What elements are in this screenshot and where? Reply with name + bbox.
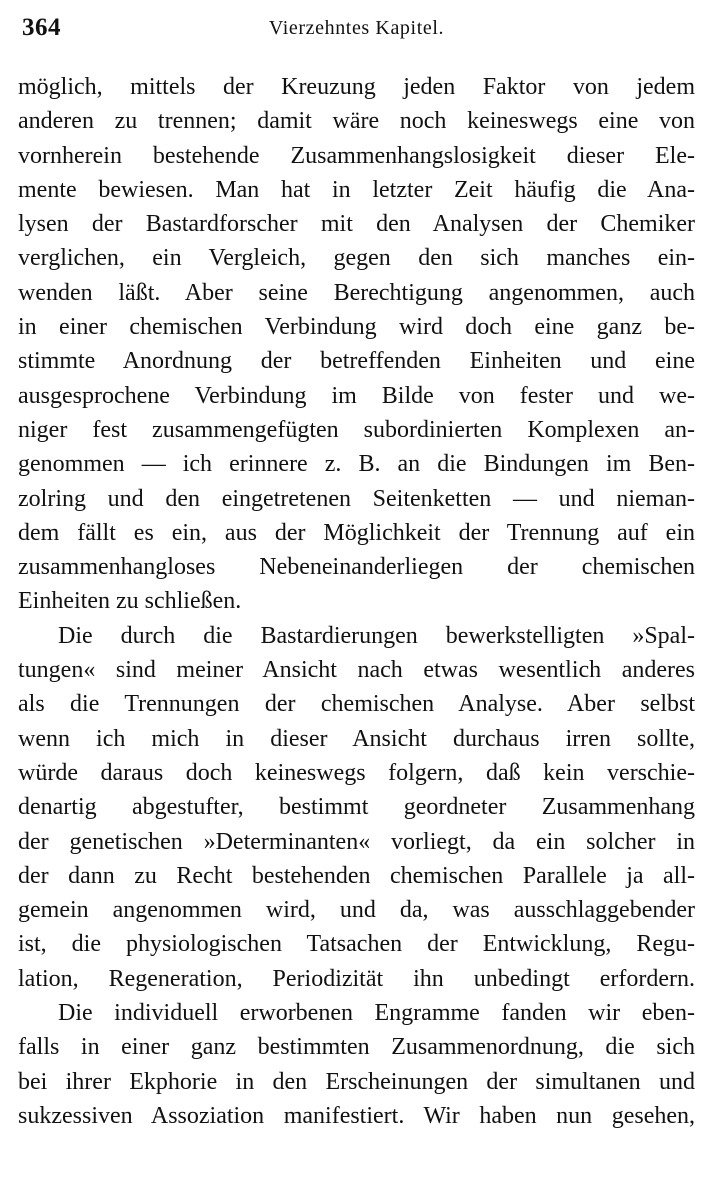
text-line: falls in einer ganz bestimmten Zusammenordnung, die sich bbox=[18, 1034, 695, 1061]
text-line: denartig abgestufter, bestimmt geordneter Zusammenhang bbox=[18, 794, 695, 821]
text-line: anderen zu trennen; damit wäre noch keineswegs eine von bbox=[18, 108, 695, 135]
text-line: niger fest zusammengefügten subordinierten Komplexen an- bbox=[18, 416, 695, 443]
text-line: bei ihrer Ekphorie in den Erscheinungen der simultanen und bbox=[18, 1068, 695, 1095]
text-line: sukzessiven Assoziation manifestiert. Wir haben nun gesehen, bbox=[18, 1102, 695, 1129]
text-line: wenden läßt. Aber seine Berechtigung angenommen, auch bbox=[18, 279, 695, 306]
text-line: zolring und den eingetretenen Seitenketten — und nieman- bbox=[18, 485, 695, 512]
text-line: der dann zu Recht bestehenden chemischen Parallele ja all- bbox=[18, 862, 695, 889]
body-text bbox=[18, 70, 695, 1133]
text-line: dem fällt es ein, aus der Möglichkeit der Trennung auf ein bbox=[18, 519, 695, 546]
text-line: gemein angenommen wird, und da, was ausschlaggebender bbox=[18, 897, 695, 924]
text-line: Einheiten zu schließen. bbox=[18, 588, 242, 615]
text-line: zusammenhangloses Nebeneinanderliegen der chemischen bbox=[18, 554, 695, 581]
text-line: lation, Regeneration, Periodizität ihn unbedingt erfordern. bbox=[18, 965, 695, 992]
text-line: Die individuell erworbenen Engramme fanden wir eben- bbox=[58, 1000, 695, 1027]
page-number: 364 bbox=[22, 14, 61, 41]
text-line: in einer chemischen Verbindung wird doch eine ganz be- bbox=[18, 314, 695, 341]
running-title: Vierzehntes Kapitel. bbox=[268, 17, 445, 39]
text-line: stimmte Anordnung der betreffenden Einheiten und eine bbox=[18, 348, 695, 375]
text-line: der genetischen »Determinanten« vorliegt, da ein solcher in bbox=[18, 828, 695, 855]
text-line: möglich, mittels der Kreuzung jeden Faktor von jedem bbox=[18, 74, 695, 100]
text-line: lysen der Bastardforscher mit den Analysen der Chemiker bbox=[18, 211, 695, 238]
text-line: ausgesprochene Verbindung im Bilde von fester und we- bbox=[18, 382, 695, 409]
text-line: vornherein bestehende Zusammenhangslosigkeit dieser Ele- bbox=[18, 142, 695, 169]
text-line: Die durch die Bastardierungen bewerkstelligten »Spal- bbox=[58, 622, 695, 649]
text-line: ist, die physiologischen Tatsachen der Entwicklung, Regu- bbox=[18, 931, 695, 958]
text-line: tungen« sind meiner Ansicht nach etwas wesentlich anderes bbox=[18, 657, 695, 684]
text-line: verglichen, ein Vergleich, gegen den sich manches ein- bbox=[18, 245, 695, 272]
text-line: mente bewiesen. Man hat in letzter Zeit häufig die Ana- bbox=[18, 176, 695, 203]
running-header bbox=[18, 14, 695, 54]
text-line: genommen — ich erinnere z. B. an die Bindungen im Ben- bbox=[18, 451, 695, 478]
text-line: wenn ich mich in dieser Ansicht durchaus irren sollte, bbox=[18, 725, 695, 752]
text-line: als die Trennungen der chemischen Analyse. Aber selbst bbox=[18, 691, 695, 718]
text-line: würde daraus doch keineswegs folgern, daß kein verschie- bbox=[18, 759, 695, 786]
